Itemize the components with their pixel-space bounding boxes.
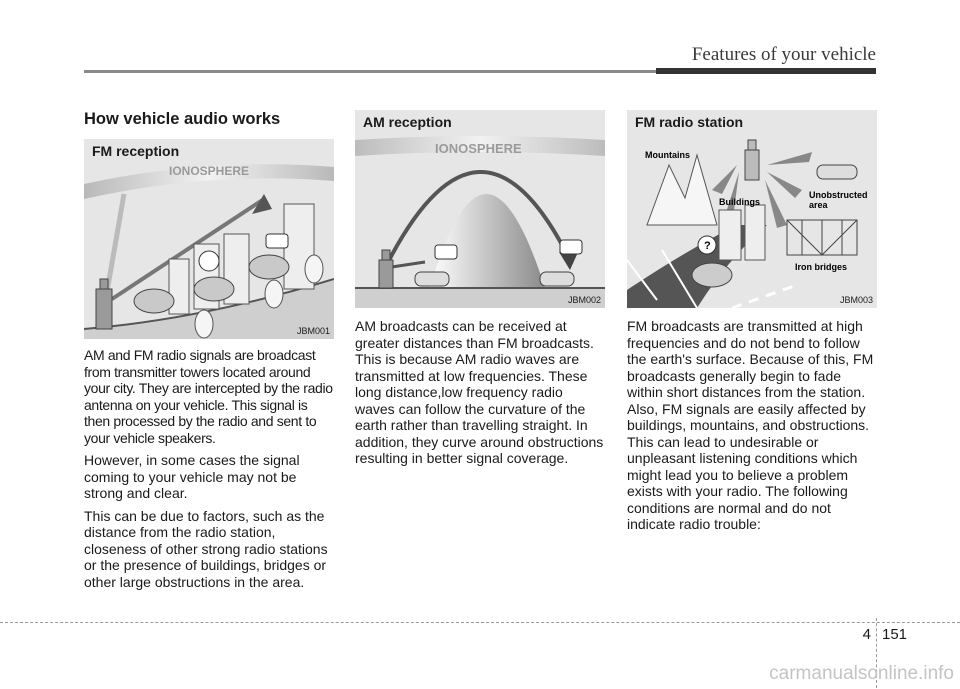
footer-rule [0, 622, 960, 623]
music-note-icon [435, 245, 457, 259]
column-middle [355, 110, 605, 473]
section-title: How vehicle audio works [84, 110, 281, 128]
figure-caption: FM radio station [635, 114, 744, 130]
paragraph: AM broadcasts can be received at greater distances than FM broadcasts. This is because AM radio waves are transmitted at low frequencies. These long distance,low frequency radio waves can follow the curvature of the earth rather than travelling straight. In addition, they curve around obstructions resulting in better signal coverage. [355, 318, 604, 466]
watermark: carmanualsonline.info [769, 663, 954, 684]
ionosphere-label: IONOSPHERE [435, 141, 522, 156]
figure-caption: FM reception [92, 143, 180, 159]
ionosphere-label: IONOSPHERE [169, 164, 250, 178]
label-area: area [809, 200, 828, 210]
music-note-icon [560, 240, 582, 254]
figure-am-reception [355, 110, 605, 308]
chapter-number: 4 [862, 626, 871, 643]
column-right [627, 110, 877, 539]
page-number: 151 [882, 626, 908, 643]
header-title: Features of your vehicle [691, 44, 876, 65]
label-unobstructed: Unobstructed [809, 190, 868, 200]
car-icon [817, 165, 857, 179]
paragraph: This can be due to factors, such as the distance from the radio station, closeness of other strong radio stations or the presence of buildings, bridges or other large obstructions in the area. [84, 507, 328, 590]
radio-station-tower-icon [745, 140, 759, 180]
paragraph: However, in some cases the signal coming to your vehicle may not be strong and clear. [84, 452, 300, 501]
header-rule [84, 70, 876, 73]
figure-code: JBM001 [296, 326, 330, 336]
label-mountains: Mountains [645, 150, 690, 160]
antenna-marker-icon [199, 251, 219, 271]
fm-station-illustration [627, 110, 877, 308]
mountain-shape [647, 155, 717, 225]
label-buildings: Buildings [719, 197, 760, 207]
figure-code: JBM003 [839, 295, 873, 305]
iron-bridge-icon [787, 220, 857, 255]
label-iron-bridges: Iron bridges [795, 262, 848, 272]
figure-fm-station [627, 110, 877, 308]
am-reception-illustration [355, 110, 605, 308]
figure-caption: AM reception [363, 114, 452, 130]
header-rule-accent [656, 68, 876, 74]
paragraph: FM broadcasts are transmitted at high frequencies and do not bend to follow the earth's surface. Because of this, FM broadcasts generally begin to fade within short distances from the station. Also, FM signals are easily affected by buildings, mountains, and obstructions. This can lead to undesirable or unpleasant listening conditions which might lead you to believe a problem exists with your radio. The following conditions are normal and do not indicate radio trouble: [627, 318, 874, 532]
music-note-icon [266, 234, 288, 248]
car-icon [692, 263, 732, 287]
figure-code: JBM002 [567, 295, 601, 305]
paragraph: AM and FM radio signals are broadcast from transmitter towers located around your city. They are intercepted by the radio antenna on your vehicle. This signal is then processed by the radio and sent to your vehicle speakers. [84, 347, 333, 446]
figure-fm-reception [84, 139, 334, 339]
column-left [84, 110, 334, 596]
fm-reception-illustration [84, 139, 334, 339]
svg-text:?: ? [704, 240, 711, 252]
